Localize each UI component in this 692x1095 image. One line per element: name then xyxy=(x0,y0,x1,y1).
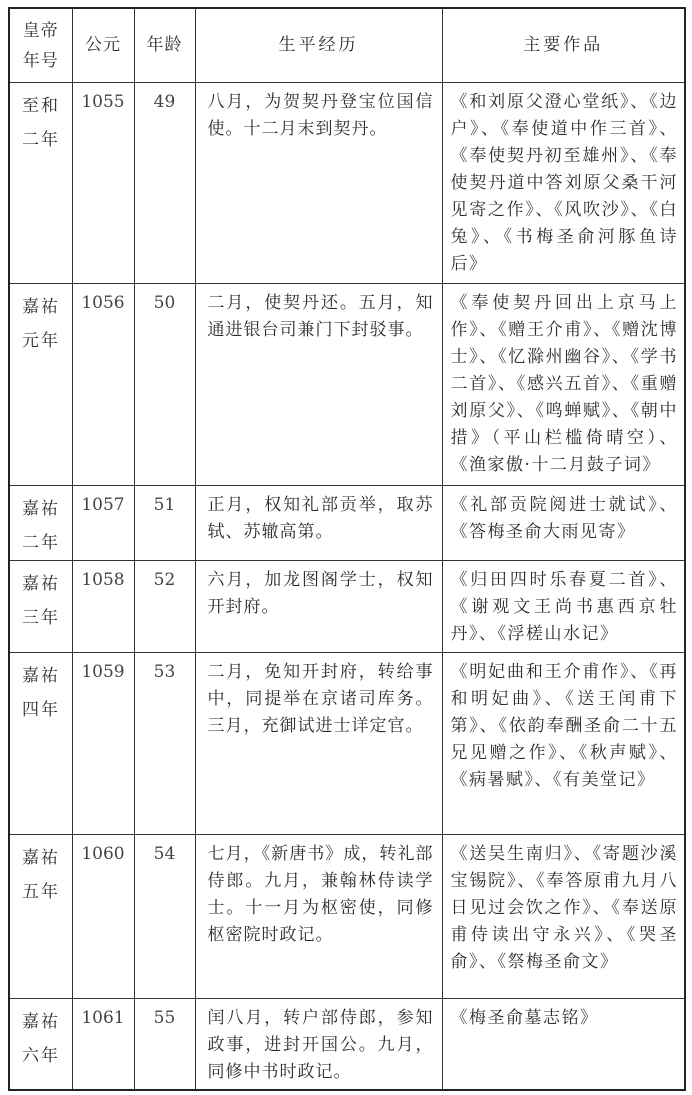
reign-line-2: 四年 xyxy=(22,700,60,720)
year-cell: 1055 xyxy=(72,83,134,284)
works-text: 《奉使契丹回出上京马上作》、《赠王介甫》、《赠沈博士》、《忆滁州幽谷》、《学书二首》、《感兴五首》、《重赠刘原父》、《鸣蝉赋》、《朝中措》（平山栏槛倚晴空）、《渔家傲·十二月鼓子词》 xyxy=(450,293,678,475)
table-body xyxy=(9,83,685,1090)
reign-line-2: 三年 xyxy=(22,608,60,628)
reign-line-1: 至和 xyxy=(22,96,60,116)
works-cell xyxy=(442,284,685,486)
header-age: 年龄 xyxy=(134,8,195,83)
works-cell xyxy=(442,835,685,999)
age-cell: 49 xyxy=(134,83,195,284)
reign-cell xyxy=(9,284,72,486)
works-text: 《送吴生南归》、《寄题沙溪宝锡院》、《奉答原甫九月八日见过会饮之作》、《奉送原甫侍读出守永兴》、《哭圣俞》、《祭梅圣俞文》 xyxy=(450,844,678,972)
header-reign: 皇帝年号 xyxy=(9,8,72,83)
reign-line-1: 嘉祐 xyxy=(22,666,60,686)
bio-cell xyxy=(195,486,442,561)
bio-cell xyxy=(195,284,442,486)
year-cell: 1059 xyxy=(72,653,134,835)
reign-cell xyxy=(9,999,72,1090)
reign-line-2: 元年 xyxy=(22,331,60,351)
header-row xyxy=(9,8,685,83)
reign-line-2: 二年 xyxy=(22,130,60,150)
table-row xyxy=(9,835,685,999)
bio-cell xyxy=(195,83,442,284)
table-row xyxy=(9,83,685,284)
bio-text: 八月，为贺契丹登宝位国信使。十二月末到契丹。 xyxy=(207,92,434,139)
works-cell xyxy=(442,83,685,284)
header-year: 公元 xyxy=(72,8,134,83)
reign-line-2: 二年 xyxy=(22,533,60,553)
reign-cell xyxy=(9,486,72,561)
table-row xyxy=(9,486,685,561)
header-bio: 生平经历 xyxy=(195,8,442,83)
reign-line-2: 六年 xyxy=(22,1046,60,1066)
age-cell: 54 xyxy=(134,835,195,999)
reign-cell xyxy=(9,83,72,284)
bio-cell xyxy=(195,561,442,653)
reign-line-1: 嘉祐 xyxy=(22,297,60,317)
header-works: 主要作品 xyxy=(442,8,685,83)
table-row xyxy=(9,561,685,653)
reign-line-1: 嘉祐 xyxy=(22,574,60,594)
year-cell: 1056 xyxy=(72,284,134,486)
works-text: 《和刘原父澄心堂纸》、《边户》、《奉使道中作三首》、《奉使契丹初至雄州》、《奉使契丹道中答刘原父桑干河见寄之作》、《风吹沙》、《白兔》、《书梅圣俞河豚鱼诗后》 xyxy=(450,92,678,274)
year-cell: 1061 xyxy=(72,999,134,1090)
bio-text: 二月，使契丹还。五月，知通进银台司兼门下封驳事。 xyxy=(207,293,434,340)
reign-line-1: 嘉祐 xyxy=(22,848,60,868)
works-cell xyxy=(442,561,685,653)
year-cell: 1058 xyxy=(72,561,134,653)
table-row xyxy=(9,999,685,1090)
bio-cell xyxy=(195,653,442,835)
works-text: 《明妃曲和王介甫作》、《再和明妃曲》、《送王闰甫下第》、《依韵奉酬圣俞二十五兄见赠之作》、《秋声赋》、《病暑赋》、《有美堂记》 xyxy=(450,662,678,790)
reign-line-1: 嘉祐 xyxy=(22,1012,60,1032)
reign-cell xyxy=(9,653,72,835)
bio-text: 闰八月，转户部侍郎，参知政事，进封开国公。九月，同修中书时政记。 xyxy=(207,1008,434,1082)
works-text: 《梅圣俞墓志铭》 xyxy=(450,1008,599,1028)
works-cell xyxy=(442,999,685,1090)
bio-text: 七月，《新唐书》成，转礼部侍郎。九月，兼翰林侍读学士。十一月为枢密使，同修枢密院时政记。 xyxy=(207,844,434,945)
chronology-table xyxy=(8,7,686,1091)
age-cell: 55 xyxy=(134,999,195,1090)
works-text: 《礼部贡院阅进士就试》、《答梅圣俞大雨见寄》 xyxy=(450,495,678,542)
age-cell: 51 xyxy=(134,486,195,561)
age-cell: 53 xyxy=(134,653,195,835)
reign-line-1: 嘉祐 xyxy=(22,499,60,519)
age-cell: 50 xyxy=(134,284,195,486)
reign-line-2: 五年 xyxy=(22,882,60,902)
works-cell xyxy=(442,486,685,561)
bio-text: 二月，免知开封府，转给事中，同提举在京诸司库务。三月，充御试进士详定官。 xyxy=(207,662,434,736)
bio-cell xyxy=(195,999,442,1090)
bio-text: 正月，权知礼部贡举，取苏轼、苏辙高第。 xyxy=(207,495,434,542)
works-text: 《归田四时乐春夏二首》、《谢观文王尚书惠西京牡丹》、《浮槎山水记》 xyxy=(450,570,678,644)
table-header xyxy=(9,8,685,83)
year-cell: 1060 xyxy=(72,835,134,999)
bio-cell xyxy=(195,835,442,999)
reign-cell xyxy=(9,835,72,999)
age-cell: 52 xyxy=(134,561,195,653)
works-cell xyxy=(442,653,685,835)
bio-text: 六月，加龙图阁学士，权知开封府。 xyxy=(207,570,434,617)
table-row xyxy=(9,284,685,486)
reign-cell xyxy=(9,561,72,653)
table-row xyxy=(9,653,685,835)
year-cell: 1057 xyxy=(72,486,134,561)
